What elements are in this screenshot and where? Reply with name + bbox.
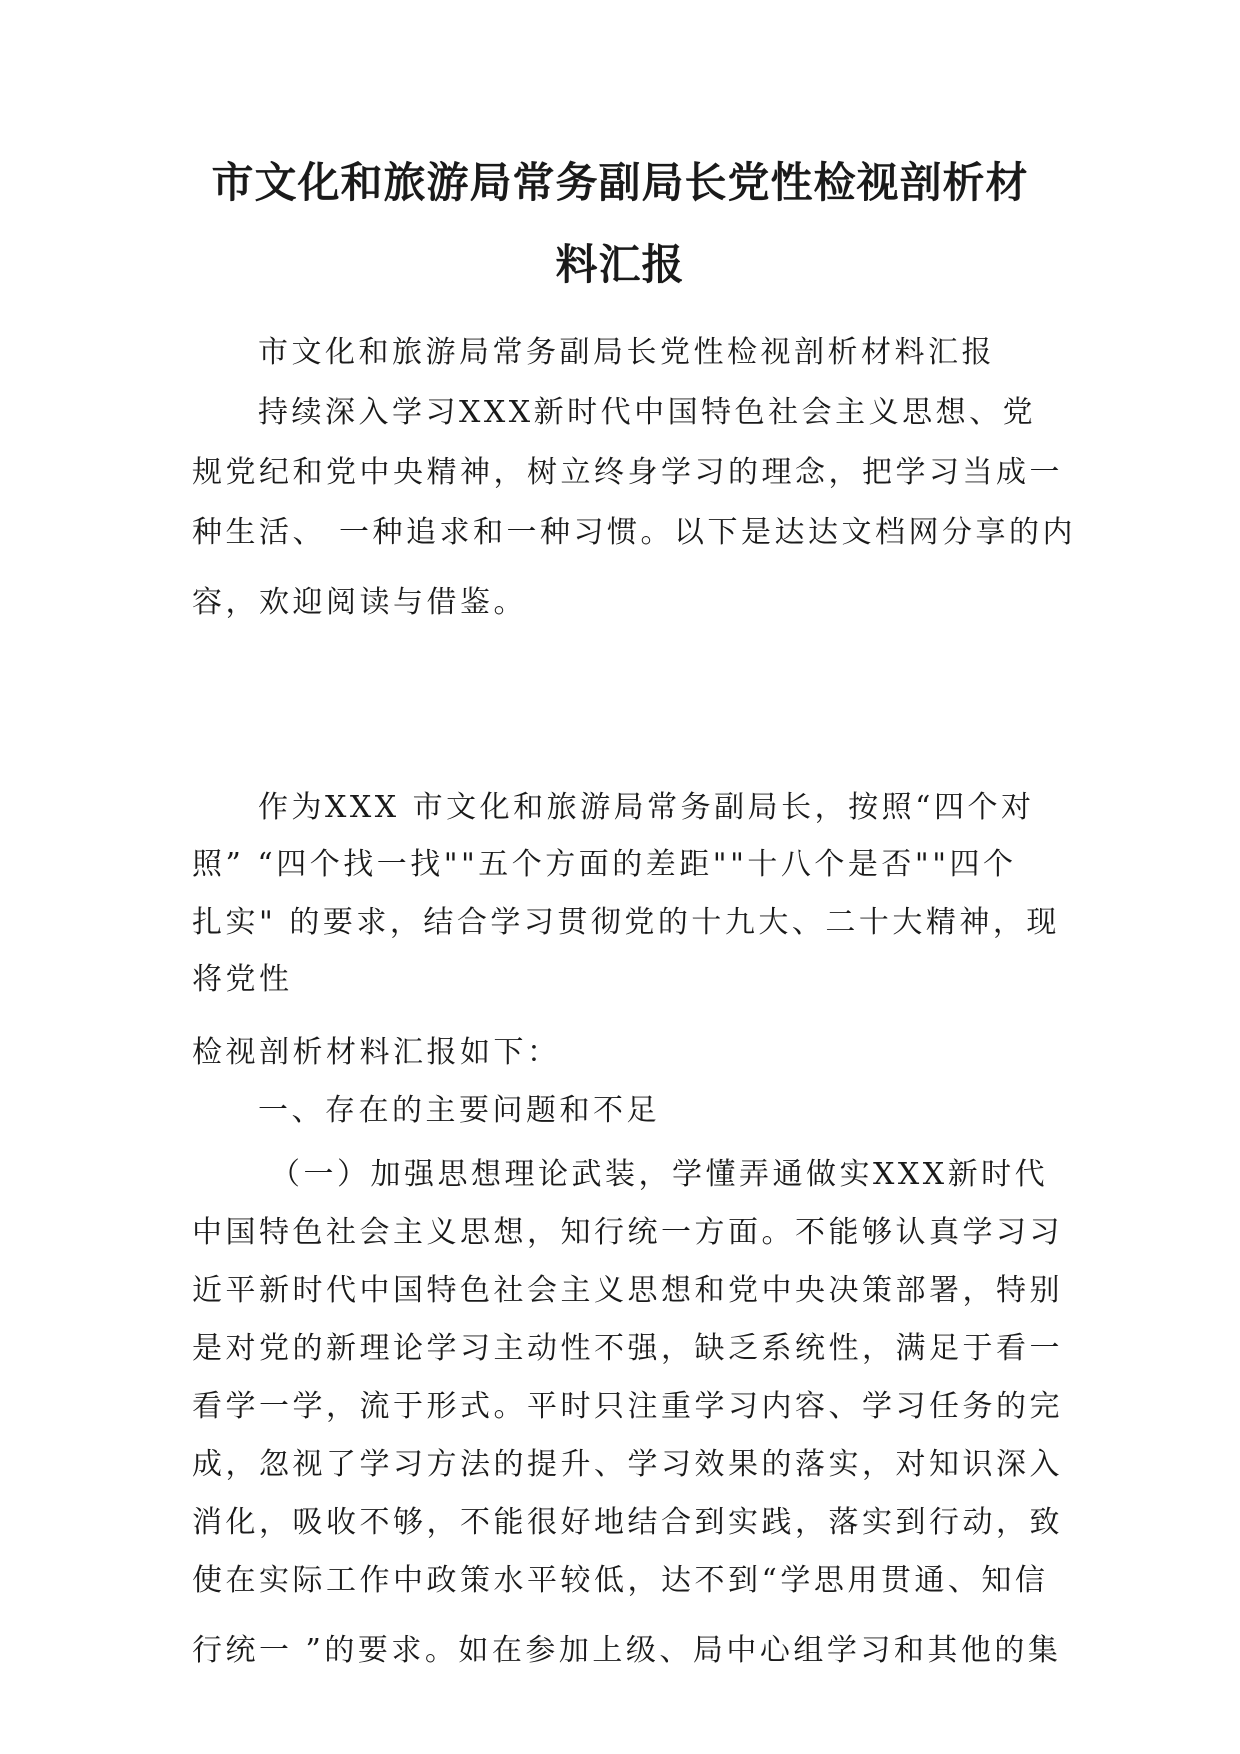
body-paragraph-line: 将党性 bbox=[192, 962, 293, 997]
body-paragraph-line: 检视剖析材料汇报如下： bbox=[192, 1035, 561, 1070]
subtitle-line: 市文化和旅游局常务副局长党性检视剖析材料汇报 bbox=[258, 335, 995, 370]
subsection-paragraph-line: 近平新时代中国特色社会主义思想和党中央决策部署，特别 bbox=[192, 1273, 1063, 1308]
body-paragraph-line: 照” “四个找一找""五个方面的差距""十八个是否""四个 bbox=[192, 847, 1017, 882]
subsection-paragraph-line: 消化，吸收不够，不能很好地结合到实践，落实到行动，致 bbox=[192, 1505, 1063, 1540]
intro-paragraph-line: 持续深入学习XXX新时代中国特色社会主义思想、党 bbox=[258, 395, 1037, 430]
intro-paragraph-line: 容，欢迎阅读与借鉴。 bbox=[192, 585, 527, 620]
intro-paragraph-line: 规党纪和党中央精神，树立终身学习的理念，把学习当成一 bbox=[192, 455, 1063, 490]
subsection-paragraph-line: 使在实际工作中政策水平较低，达不到“学思用贯通、知信 bbox=[192, 1563, 1049, 1598]
subsection-paragraph-line: 行统一 ”的要求。如在参加上级、局中心组学习和其他的集 bbox=[192, 1633, 1062, 1668]
subsection-paragraph-line: （一）加强思想理论武装，学懂弄通做实XXX新时代 bbox=[270, 1157, 1049, 1192]
document-title-line-1: 市文化和旅游局常务副局长党性检视剖析材 bbox=[211, 158, 1029, 207]
subsection-paragraph-line: 是对党的新理论学习主动性不强，缺乏系统性，满足于看一 bbox=[192, 1331, 1063, 1366]
subsection-paragraph-line: 成，忽视了学习方法的提升、学习效果的落实，对知识深入 bbox=[192, 1447, 1063, 1482]
section-heading: 一、存在的主要问题和不足 bbox=[258, 1093, 660, 1128]
subsection-paragraph-line: 看学一学，流于形式。平时只注重学习内容、学习任务的完 bbox=[192, 1389, 1063, 1424]
document-title-line-2: 料汇报 bbox=[555, 240, 685, 289]
body-paragraph-line: 作为XXX 市文化和旅游局常务副局长，按照“四个对 bbox=[258, 790, 1035, 825]
intro-paragraph-line: 种生活、 一种追求和一种习惯。以下是达达文档网分享的内 bbox=[192, 515, 1077, 550]
body-paragraph-line: 扎实" 的要求，结合学习贯彻党的十九大、二十大精神，现 bbox=[192, 905, 1060, 940]
subsection-paragraph-line: 中国特色社会主义思想，知行统一方面。不能够认真学习习 bbox=[192, 1215, 1063, 1250]
